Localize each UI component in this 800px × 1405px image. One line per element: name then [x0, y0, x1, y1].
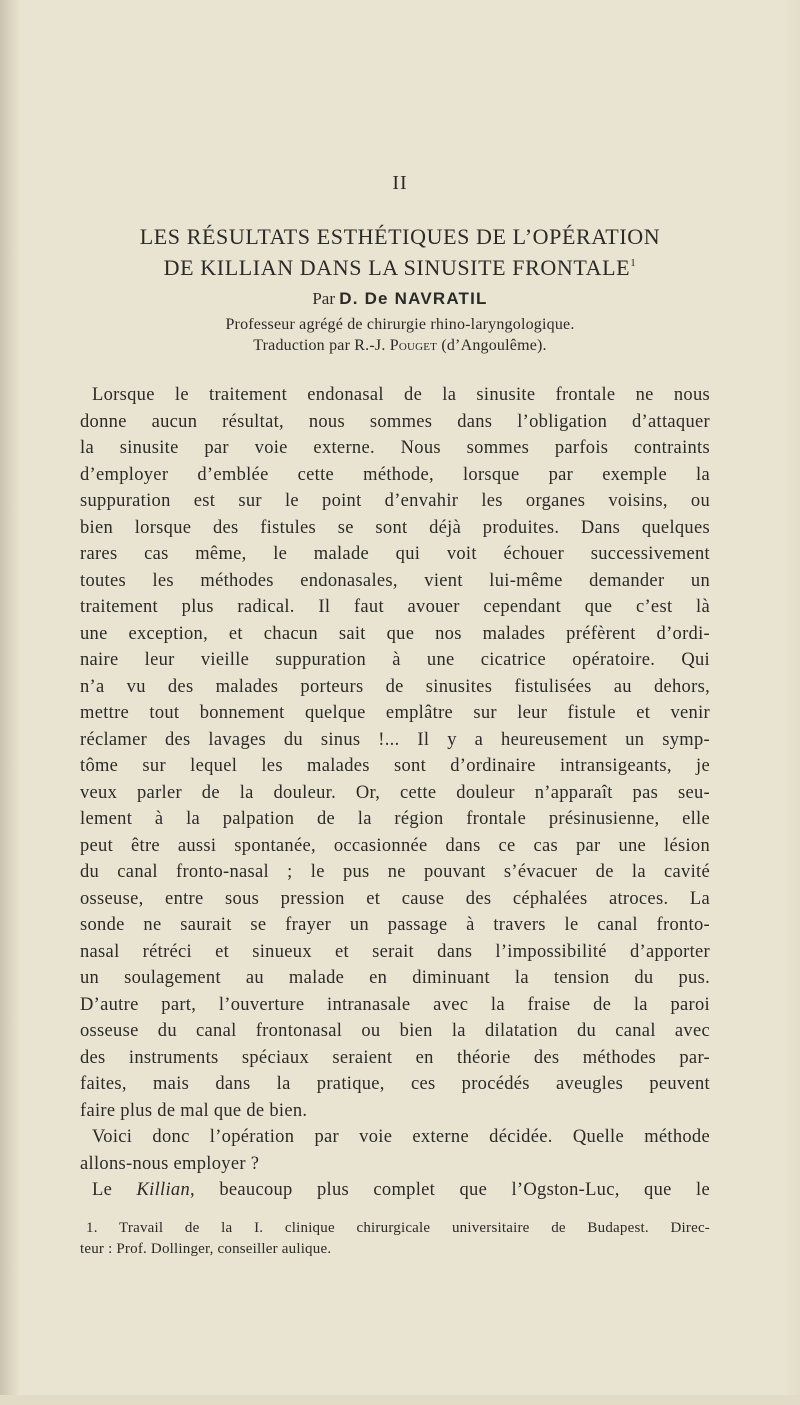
translator-line	[0, 335, 800, 356]
translator-surname: Pouget	[389, 337, 438, 354]
text-line: donne aucun résultat, nous sommes dans l’obligation d’attaquer	[80, 411, 710, 432]
text-line: un soulagement au malade en diminuant la tension du pus.	[80, 968, 710, 988]
text-line: une exception, et chacun sait que nos malades préfèrent d’ordi-	[80, 623, 710, 644]
text-line: suppuration est sur le point d’envahir les organes voisins, ou	[80, 491, 710, 511]
text-fragment: , beaucoup plus complet que l’Ogston-Luc, que le	[190, 1180, 710, 1200]
title-line: LES RÉSULTATS ESTHÉTIQUES DE L’OPÉRATION	[139, 224, 661, 249]
text-line: lement à la palpation de la région frontale présinusienne, elle	[80, 809, 710, 829]
text-line: réclamer des lavages du sinus !... Il y a heureusement un symp-	[80, 729, 710, 750]
title-line-text: DE KILLIAN DANS LA SINUSITE FRONTALE	[163, 255, 631, 280]
text-line: mettre tout bonnement quelque emplâtre sur leur fistule et venir	[80, 703, 710, 723]
page-right-edge	[784, 0, 800, 1405]
text-line: n’a vu des malades porteurs de sinusites fistulisées au dehors,	[80, 676, 710, 697]
text-line: des instruments spéciaux seraient en théorie des méthodes par-	[80, 1047, 710, 1068]
text-line: faire plus de mal que de bien.	[80, 1100, 308, 1121]
article-title	[90, 224, 710, 281]
title-line	[90, 250, 710, 281]
text-line: veux parler de la douleur. Or, cette douleur n’apparaît pas seu-	[80, 782, 710, 803]
byline-prefix: Par	[312, 289, 335, 308]
page-binding-edge	[0, 0, 20, 1405]
text-line: nasal rétréci et sinueux et serait dans l’impossibilité d’apporter	[80, 941, 710, 962]
text-line: rares cas même, le malade qui voit échouer successivement	[80, 544, 710, 564]
text-line: la sinusite par voie externe. Nous sommes parfois contraints	[80, 438, 710, 458]
text-line: naire leur vieille suppuration à une cicatrice opératoire. Qui	[80, 650, 710, 670]
text-line: bien lorsque des fistules se sont déjà produites. Dans quelques	[80, 517, 710, 538]
text-line: allons-nous employer ?	[80, 1153, 260, 1174]
footnote-line: 1. Travail de la I. clinique chirurgicale universitaire de Budapest. Direc-	[86, 1220, 710, 1236]
text-line: toutes les méthodes endonasales, vient lui-même demander un	[80, 570, 710, 591]
italic-term: Killian	[136, 1180, 191, 1200]
section-number: II	[392, 172, 408, 194]
affiliation-block	[0, 314, 800, 356]
text-line: faites, mais dans la pratique, ces procédés aveugles peuvent	[80, 1074, 710, 1094]
text-line: peut être aussi spontanée, occasionnée dans ce cas par une lésion	[80, 835, 710, 856]
page-bottom-edge	[0, 1395, 800, 1405]
text-fragment: Le	[92, 1180, 113, 1200]
author-name: D. De NAVRATIL	[339, 289, 488, 308]
text-line: d’employer d’emblée cette méthode, lorsque par exemple la	[80, 464, 710, 485]
footnote-marker: 1	[630, 257, 637, 269]
text-line: tôme sur lequel les malades sont d’ordinaire intransigeants, je	[80, 756, 710, 776]
byline	[0, 289, 800, 309]
text-line: D’autre part, l’ouverture intranasale avec la fraise de la paroi	[80, 994, 710, 1015]
text-line: Lorsque le traitement endonasal de la sinusite frontale ne nous	[92, 385, 710, 405]
body-text	[80, 382, 710, 1204]
text-line	[80, 1177, 710, 1204]
text-line: osseuse du canal frontonasal ou bien la dilatation du canal avec	[80, 1021, 710, 1041]
text-line: osseuse, entre sous pression et cause des céphalées atroces. La	[80, 888, 710, 909]
footnote	[80, 1218, 710, 1260]
text-line: Voici donc l’opération par voie externe décidée. Quelle méthode	[92, 1127, 710, 1147]
translation-prefix: Traduction par R.-J.	[253, 337, 386, 354]
author-affiliation: Professeur agrégé de chirurgie rhino-laryngologique.	[225, 316, 575, 333]
text-line: sonde ne saurait se frayer un passage à travers le canal fronto-	[80, 915, 710, 935]
text-line: du canal fronto-nasal ; le pus ne pouvant s’évacuer de la cavité	[80, 862, 710, 882]
translator-place: (d’Angoulême).	[441, 337, 547, 354]
footnote-line: teur : Prof. Dollinger, conseiller aulique.	[80, 1241, 332, 1257]
text-line: traitement plus radical. Il faut avouer cependant que c’est là	[80, 597, 710, 617]
